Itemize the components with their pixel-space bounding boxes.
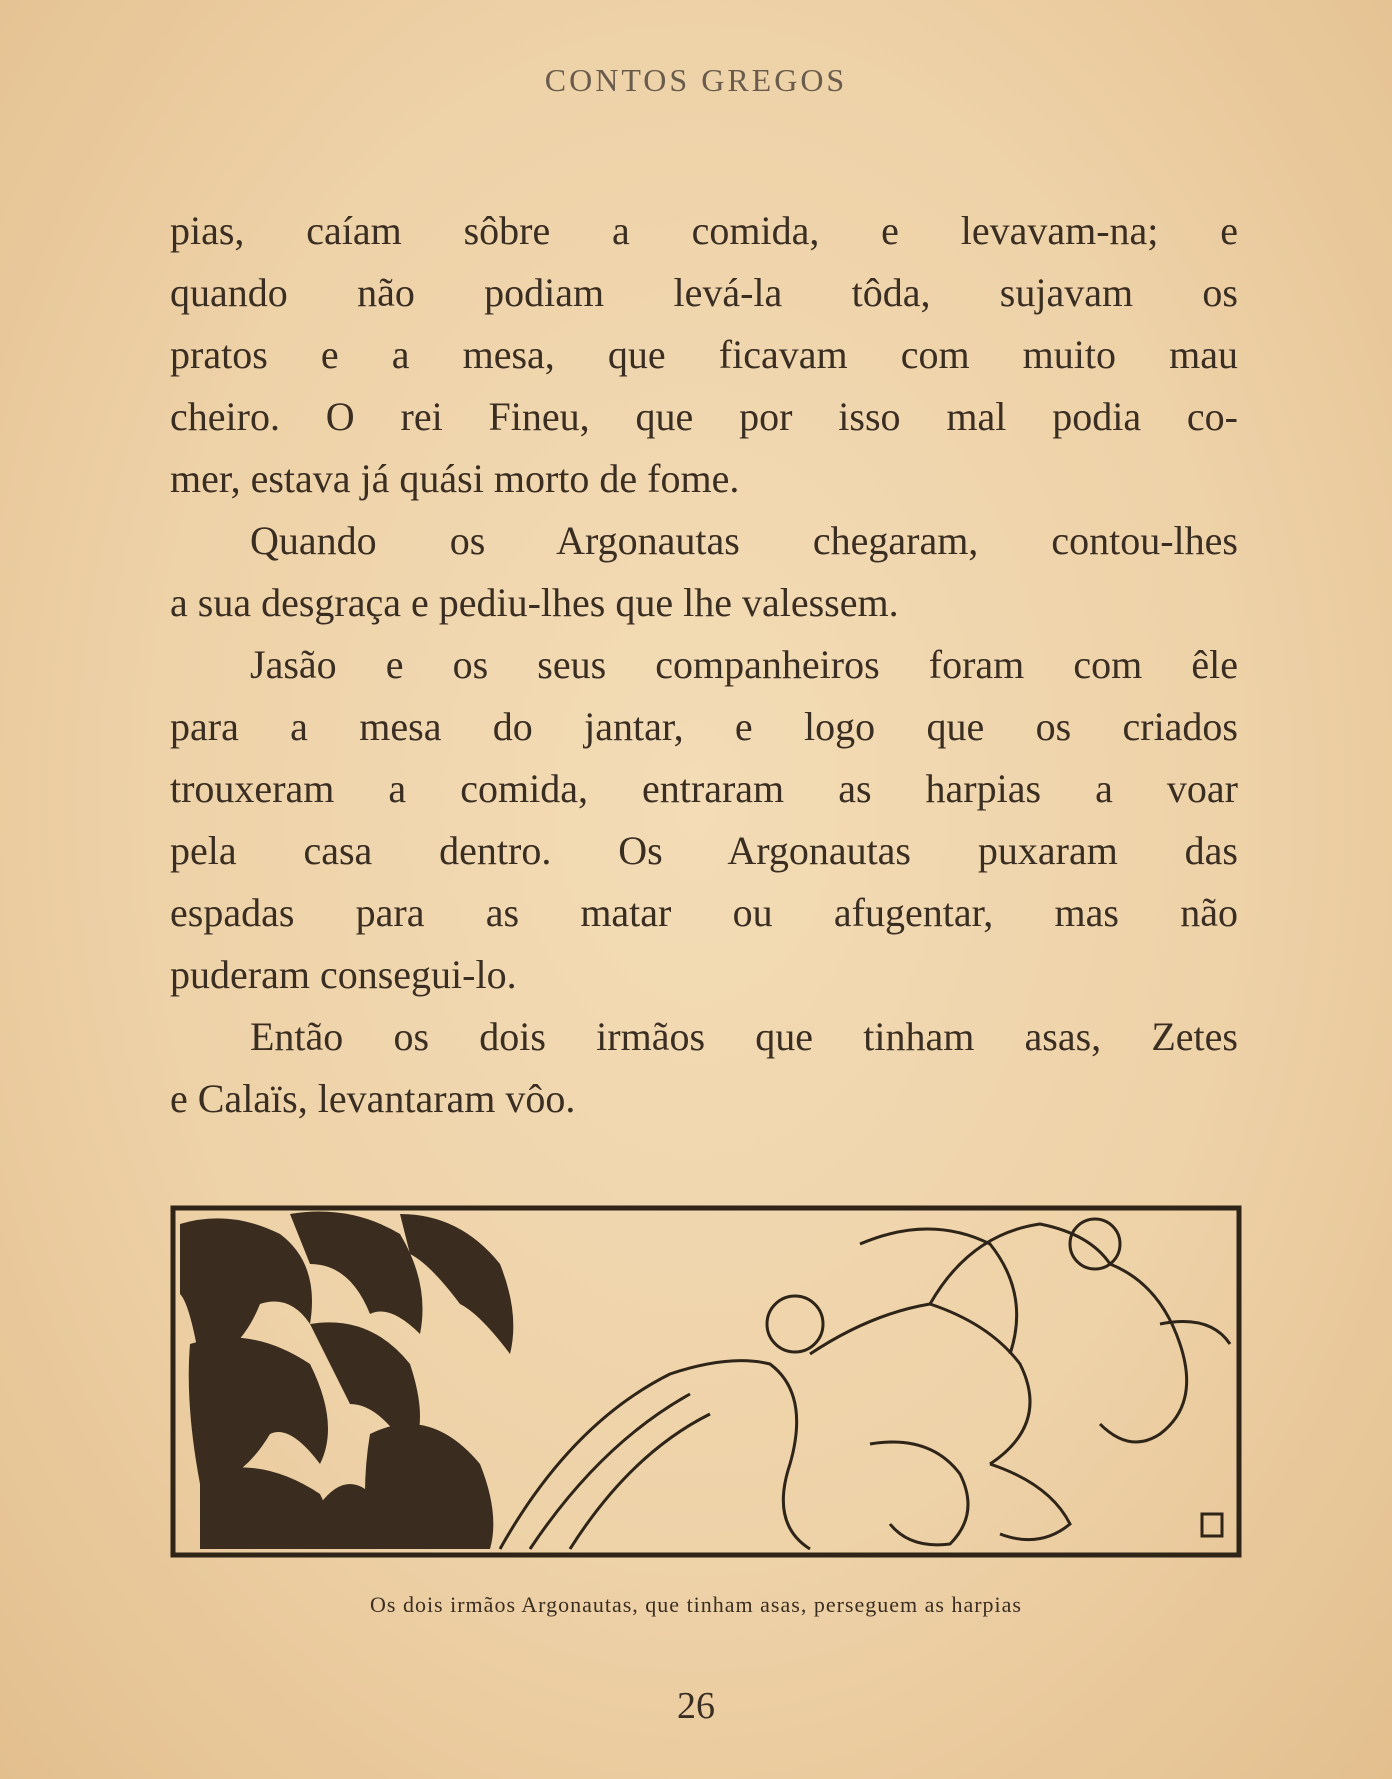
text-line: Jasão e os seus companheiros foram com êle bbox=[250, 642, 1238, 687]
text-line: espadas para as matar ou afugentar, mas não bbox=[170, 890, 1238, 935]
running-header: CONTOS GREGOS bbox=[544, 62, 848, 98]
text-line: puderam consegui-lo. bbox=[170, 952, 517, 997]
text-line: Então os dois irmãos que tinham asas, Zetes bbox=[250, 1014, 1238, 1059]
harpies-flock bbox=[180, 1212, 513, 1550]
text-line: quando não podiam levá-la tôda, sujavam os bbox=[170, 270, 1238, 315]
text-line: mer, estava já quási morto de fome. bbox=[170, 456, 740, 501]
winged-brothers bbox=[500, 1219, 1230, 1549]
text-line: cheiro. O rei Fineu, que por isso mal podia co- bbox=[170, 394, 1238, 439]
illustration-caption: Os dois irmãos Argonautas, que tinham asas, perseguem as harpias bbox=[370, 1592, 1022, 1617]
text-line: pratos e a mesa, que ficavam com muito mau bbox=[170, 332, 1238, 377]
text-line: a sua desgraça e pediu-lhes que lhe valessem. bbox=[170, 580, 899, 625]
body-text bbox=[170, 200, 1238, 1130]
text-line: pela casa dentro. Os Argonautas puxaram das bbox=[170, 828, 1238, 873]
text-line: Quando os Argonautas chegaram, contou-lhes bbox=[250, 518, 1238, 563]
illustration-harpies-chase bbox=[170, 1204, 1242, 1559]
text-line: para a mesa do jantar, e logo que os criados bbox=[170, 704, 1238, 749]
text-line: e Calaïs, levantaram vôo. bbox=[170, 1076, 576, 1121]
page-number: 26 bbox=[677, 1685, 715, 1727]
text-line: pias, caíam sôbre a comida, e levavam-na; e bbox=[170, 208, 1238, 253]
text-line: trouxeram a comida, entraram as harpias a voar bbox=[170, 766, 1238, 811]
